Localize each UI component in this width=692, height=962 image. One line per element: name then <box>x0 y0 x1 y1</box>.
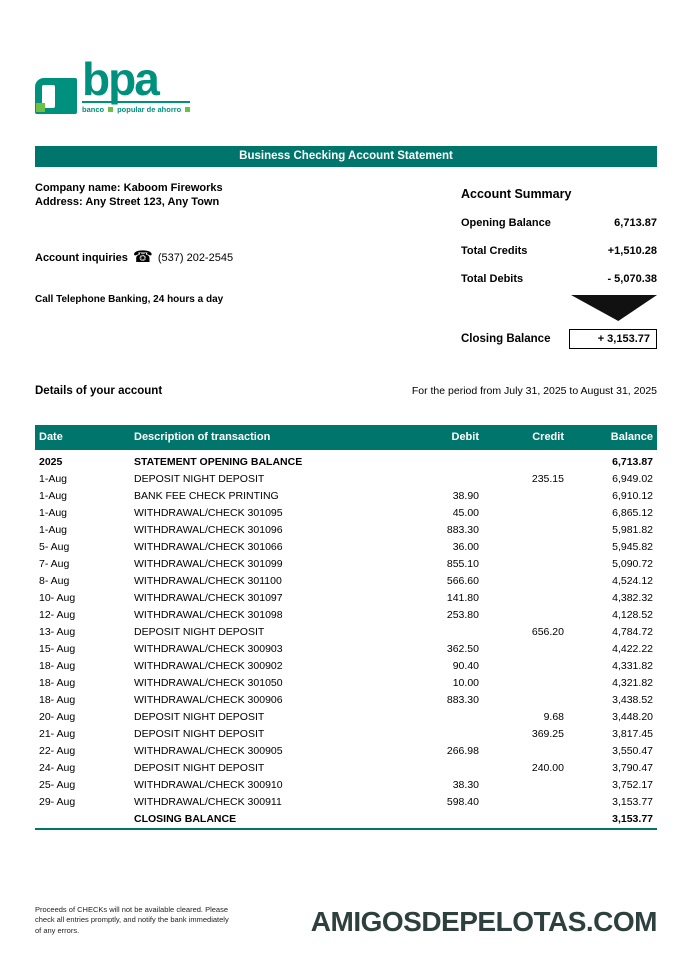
cell-description: WITHDRAWAL/CHECK 300911 <box>134 796 282 808</box>
cell-debit: 362.50 <box>446 643 479 655</box>
cell-balance: 4,331.82 <box>612 660 653 672</box>
cell-debit: 141.80 <box>446 592 479 604</box>
account-inquiries-label: Account inquiries <box>35 251 128 264</box>
phone-icon: ☎ <box>132 248 153 266</box>
cell-balance: 5,981.82 <box>612 524 653 536</box>
cell-debit: 38.30 <box>452 779 479 791</box>
cell-credit <box>487 522 572 539</box>
cell-balance: 4,422.22 <box>612 643 653 655</box>
table-row <box>35 590 657 607</box>
company-address: Address: Any Street 123, Any Town <box>35 195 220 208</box>
table-row <box>35 777 657 794</box>
cell-description: WITHDRAWAL/CHECK 301098 <box>134 609 283 621</box>
cell-balance: 5,945.82 <box>612 541 653 553</box>
table-row <box>35 760 657 777</box>
table-row <box>35 811 657 829</box>
cell-debit: 566.60 <box>446 575 479 587</box>
cell-description: WITHDRAWAL/CHECK 300905 <box>134 745 283 757</box>
cell-description: WITHDRAWAL/CHECK 301066 <box>134 541 283 553</box>
cell-credit <box>487 450 572 471</box>
cell-credit <box>487 488 572 505</box>
cell-balance: 6,949.02 <box>612 473 653 485</box>
closing-balance-value: + 3,153.77 <box>569 329 657 349</box>
cell-balance: 3,153.77 <box>612 796 653 808</box>
cell-description: WITHDRAWAL/CHECK 301100 <box>134 575 282 587</box>
cell-credit <box>487 573 572 590</box>
cell-debit: 266.98 <box>446 745 479 757</box>
cell-balance: 4,784.72 <box>612 626 653 638</box>
arrow-down-icon <box>571 295 657 321</box>
cell-date: 18- Aug <box>39 660 76 672</box>
cell-debit: 45.00 <box>452 507 479 519</box>
cell-balance: 3,550.47 <box>612 745 653 757</box>
summary-label: Total Debits <box>461 273 524 285</box>
cell-credit <box>487 811 572 829</box>
table-row <box>35 641 657 658</box>
column-header-credit: Credit <box>487 425 572 450</box>
disclaimer-text: Proceeds of CHECKs will not be available cleared. Please check all entries promptly, and notify the bank immediately of any errors. <box>35 904 229 935</box>
cell-debit: 855.10 <box>446 558 479 570</box>
summary-value: - 5,070.38 <box>607 273 657 285</box>
closing-balance-row <box>461 329 657 349</box>
cell-balance: 3,153.77 <box>612 813 653 825</box>
cell-debit <box>407 709 487 726</box>
bpa-logo-icon <box>35 78 77 114</box>
cell-balance: 4,321.82 <box>612 677 653 689</box>
tagline-banco: banco <box>82 105 105 114</box>
statement-title-bar: Business Checking Account Statement <box>35 146 657 167</box>
cell-date: 24- Aug <box>39 762 76 774</box>
cell-debit <box>407 726 487 743</box>
telephone-banking-note: Call Telephone Banking, 24 hours a day <box>35 293 224 305</box>
cell-debit <box>407 624 487 641</box>
table-row <box>35 658 657 675</box>
logo-tagline <box>82 101 190 114</box>
table-row <box>35 471 657 488</box>
tagline-square-icon <box>108 107 113 112</box>
cell-date: 18- Aug <box>39 677 76 689</box>
cell-date <box>35 811 130 829</box>
cell-date: 13- Aug <box>39 626 76 638</box>
bpa-logo <box>35 53 657 114</box>
cell-debit <box>407 811 487 829</box>
transactions-body <box>35 450 657 829</box>
logo-text-block <box>82 53 190 114</box>
table-row <box>35 607 657 624</box>
cell-date: 15- Aug <box>39 643 76 655</box>
table-row <box>35 624 657 641</box>
cell-description: WITHDRAWAL/CHECK 300902 <box>134 660 283 672</box>
cell-balance: 5,090.72 <box>612 558 653 570</box>
column-header-description-of-transaction: Description of transaction <box>130 425 407 450</box>
cell-description: DEPOSIT NIGHT DEPOSIT <box>134 626 265 638</box>
cell-description: WITHDRAWAL/CHECK 301050 <box>134 677 283 689</box>
cell-date: 1-Aug <box>39 524 68 536</box>
details-title: Details of your account <box>35 385 163 397</box>
account-holder-info <box>35 182 375 349</box>
column-header-debit: Debit <box>407 425 487 450</box>
cell-description: WITHDRAWAL/CHECK 300910 <box>134 779 283 791</box>
cell-debit: 253.80 <box>446 609 479 621</box>
cell-credit <box>487 556 572 573</box>
cell-debit: 90.40 <box>452 660 479 672</box>
cell-description: WITHDRAWAL/CHECK 300906 <box>134 694 283 706</box>
cell-date: 29- Aug <box>39 796 76 808</box>
cell-credit: 235.15 <box>531 473 564 485</box>
cell-balance: 3,438.52 <box>612 694 653 706</box>
cell-debit: 38.90 <box>452 490 479 502</box>
transactions-head-row <box>35 425 657 450</box>
cell-balance: 3,448.20 <box>612 711 653 723</box>
column-header-balance: Balance <box>572 425 657 450</box>
cell-date: 2025 <box>39 456 63 468</box>
logo-wordmark: bpa <box>82 53 158 106</box>
cell-debit: 883.30 <box>446 694 479 706</box>
cell-balance: 3,752.17 <box>612 779 653 791</box>
table-row <box>35 522 657 539</box>
cell-description: WITHDRAWAL/CHECK 301099 <box>134 558 283 570</box>
cell-balance: 4,524.12 <box>612 575 653 587</box>
cell-credit <box>487 590 572 607</box>
phone-number: (537) 202-2545 <box>157 251 234 264</box>
cell-description: WITHDRAWAL/CHECK 300903 <box>134 643 283 655</box>
table-row <box>35 450 657 471</box>
cell-date: 8- Aug <box>39 575 70 587</box>
transactions-table <box>35 425 657 830</box>
cell-debit: 883.30 <box>446 524 479 536</box>
cell-date: 1-Aug <box>39 507 68 519</box>
watermark-text: AMIGOSDEPELOTAS.COM <box>310 906 657 937</box>
details-header-row <box>35 385 657 397</box>
cell-date: 22- Aug <box>39 745 76 757</box>
summary-row-opening-balance <box>461 217 657 229</box>
cell-credit: 656.20 <box>531 626 564 638</box>
cell-credit <box>487 607 572 624</box>
cell-credit <box>487 794 572 811</box>
cell-credit: 369.25 <box>531 728 564 740</box>
cell-balance: 6,713.87 <box>612 456 653 468</box>
table-row <box>35 726 657 743</box>
cell-balance: 4,382.32 <box>612 592 653 604</box>
table-row <box>35 505 657 522</box>
table-row <box>35 539 657 556</box>
summary-row-total-debits <box>461 273 657 285</box>
summary-value: +1,510.28 <box>607 245 657 257</box>
account-summary <box>461 182 657 349</box>
cell-balance: 6,910.12 <box>612 490 653 502</box>
account-inquiries-line <box>35 250 375 266</box>
cell-credit <box>487 692 572 709</box>
cell-debit <box>407 760 487 777</box>
cell-description: STATEMENT OPENING BALANCE <box>134 456 303 468</box>
cell-debit: 36.00 <box>452 541 479 553</box>
cell-balance: 3,790.47 <box>612 762 653 774</box>
statement-period: For the period from July 31, 2025 to August 31, 2025 <box>411 385 657 397</box>
table-row <box>35 573 657 590</box>
cell-description: CLOSING BALANCE <box>134 813 237 825</box>
tagline-popular: popular de ahorro <box>117 105 182 114</box>
cell-credit: 240.00 <box>531 762 564 774</box>
footer <box>35 905 657 937</box>
cell-description: DEPOSIT NIGHT DEPOSIT <box>134 762 265 774</box>
summary-label: Total Credits <box>461 245 528 257</box>
logo-accent-square <box>36 103 45 112</box>
cell-credit <box>487 675 572 692</box>
table-row <box>35 675 657 692</box>
cell-description: BANK FEE CHECK PRINTING <box>134 490 279 502</box>
cell-balance: 3,817.45 <box>612 728 653 740</box>
cell-debit <box>407 471 487 488</box>
cell-date: 21- Aug <box>39 728 76 740</box>
summary-label: Opening Balance <box>461 217 551 229</box>
company-name: Company name: Kaboom Fireworks <box>35 182 223 194</box>
cell-date: 12- Aug <box>39 609 76 621</box>
cell-credit <box>487 658 572 675</box>
cell-credit: 9.68 <box>543 711 564 723</box>
cell-date: 20- Aug <box>39 711 76 723</box>
cell-description: DEPOSIT NIGHT DEPOSIT <box>134 473 265 485</box>
tagline-square-icon <box>185 107 190 112</box>
cell-date: 7- Aug <box>39 558 70 570</box>
cell-date: 25- Aug <box>39 779 76 791</box>
table-row <box>35 743 657 760</box>
cell-balance: 6,865.12 <box>612 507 653 519</box>
cell-date: 18- Aug <box>39 694 76 706</box>
cell-date: 1-Aug <box>39 490 68 502</box>
cell-balance: 4,128.52 <box>612 609 653 621</box>
cell-date: 1-Aug <box>39 473 68 485</box>
column-header-date: Date <box>35 425 130 450</box>
account-summary-title: Account Summary <box>461 187 572 201</box>
cell-debit <box>407 450 487 471</box>
table-row <box>35 709 657 726</box>
summary-row-total-credits <box>461 245 657 257</box>
cell-description: WITHDRAWAL/CHECK 301097 <box>134 592 283 604</box>
cell-credit <box>487 743 572 760</box>
cell-credit <box>487 777 572 794</box>
cell-date: 10- Aug <box>39 592 76 604</box>
table-row <box>35 794 657 811</box>
table-row <box>35 692 657 709</box>
cell-date: 5- Aug <box>39 541 70 553</box>
cell-credit <box>487 539 572 556</box>
cell-credit <box>487 505 572 522</box>
cell-debit: 10.00 <box>452 677 479 689</box>
info-section <box>35 182 657 349</box>
table-row <box>35 488 657 505</box>
closing-balance-label: Closing Balance <box>461 333 551 345</box>
cell-description: WITHDRAWAL/CHECK 301095 <box>134 507 283 519</box>
summary-value: 6,713.87 <box>614 217 657 229</box>
cell-description: DEPOSIT NIGHT DEPOSIT <box>134 711 265 723</box>
cell-credit <box>487 641 572 658</box>
cell-description: DEPOSIT NIGHT DEPOSIT <box>134 728 265 740</box>
table-row <box>35 556 657 573</box>
cell-debit: 598.40 <box>446 796 479 808</box>
cell-description: WITHDRAWAL/CHECK 301096 <box>134 524 283 536</box>
